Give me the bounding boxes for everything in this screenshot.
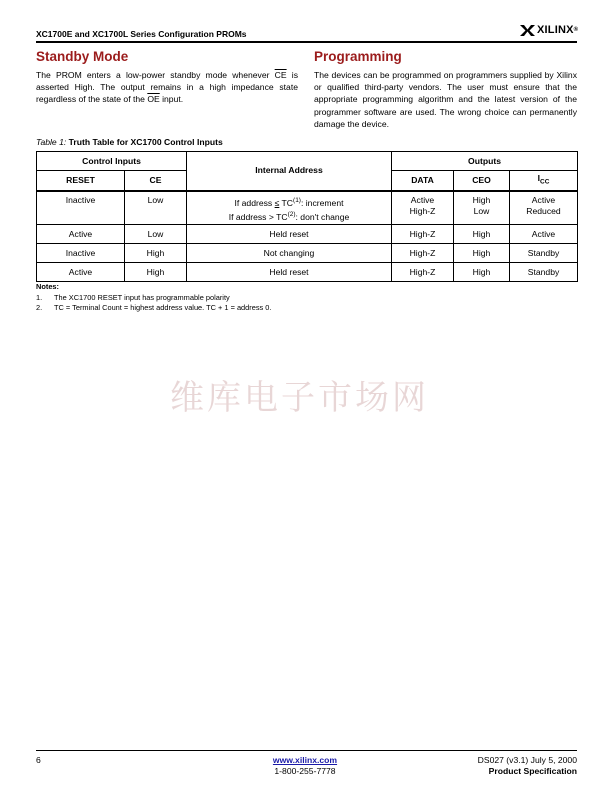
reset-header: RESET (37, 171, 125, 191)
ce-cell: Low (125, 191, 187, 225)
header-rule (36, 41, 577, 43)
product-specification-label: Product Specification (488, 766, 577, 776)
reset-cell: Inactive (37, 191, 125, 225)
reset-cell: Active (37, 263, 125, 282)
icc-cell: Active (510, 225, 578, 244)
watermark: 维库电子市场网 (170, 378, 429, 418)
xilinx-x-icon (520, 25, 535, 36)
ceo-cell: High Low (454, 191, 510, 225)
note-item: 1. The XC1700 RESET input has programmable polarity (36, 292, 230, 302)
table-header-row-1 (37, 152, 578, 171)
ce-header: CE (125, 171, 187, 191)
programming-heading: Programming (314, 49, 402, 64)
ceo-cell: High (454, 263, 510, 282)
xilinx-website-link[interactable]: www.xilinx.com (272, 755, 338, 765)
ce-cell: Low (125, 225, 187, 244)
icc-cell: Standby (510, 263, 578, 282)
data-header: DATA (392, 171, 454, 191)
table-row (37, 263, 578, 282)
programming-paragraph: The devices can be programmed on programmers supplied by Xilinx or qualified third-party vendors. The user must ensure that the appropriate programming algorithm and the latest version of the programmer software are used. The wrong choice can permanently damage the device. (314, 70, 577, 129)
ceo-header: CEO (454, 171, 510, 191)
footer-phone: 1-800-255-7778 (274, 766, 336, 776)
registered-mark: ® (573, 27, 579, 33)
table-row (37, 191, 578, 225)
reset-cell: Active (37, 225, 125, 244)
internal-address-header: Internal Address (187, 152, 392, 191)
ceo-cell: High (454, 244, 510, 263)
xilinx-logo (520, 24, 578, 36)
data-cell: Active High-Z (392, 191, 454, 225)
table-row (37, 225, 578, 244)
data-cell: High-Z (392, 244, 454, 263)
internal-address-cell: Not changing (187, 244, 392, 263)
internal-address-cell: Held reset (187, 225, 392, 244)
table-row (37, 244, 578, 263)
oe-signal: $\overline{OE}$ (147, 94, 160, 105)
icc-header: $I_{CC}$ (510, 171, 578, 191)
data-cell: High-Z (392, 263, 454, 282)
footer-doc-info (400, 755, 577, 777)
note-item: 2. TC = Terminal Count = highest address value. TC + 1 = address 0. (36, 303, 272, 312)
ce-cell: High (125, 263, 187, 282)
icc-cell: Standby (510, 244, 578, 263)
notes-title: Notes: (36, 282, 59, 291)
internal-address-cell: Held reset (187, 263, 392, 282)
standby-mode-heading: Standby Mode (36, 49, 129, 64)
table-notes (36, 282, 271, 314)
document-id: DS027 (v3.1) July 5, 2000 (477, 755, 577, 765)
ceo-cell: High (454, 225, 510, 244)
control-inputs-header: Control Inputs (37, 152, 187, 171)
internal-address-cell: If address ≤ $TC^{(1)}$: increment If address > $TC^{(2)}$: don't change (187, 191, 392, 225)
table-caption (36, 137, 223, 147)
document-header-title: XC1700E and XC1700L Series Configuration PROMs (36, 29, 247, 39)
reset-cell: Inactive (37, 244, 125, 263)
standby-mode-paragraph: The PROM enters a low-power standby mode whenever $\overline{CE}$ is asserted High. The output remains in a high impedance state regardless of the state of the $\overline{OE}$ input. (36, 70, 298, 105)
data-cell: High-Z (392, 225, 454, 244)
ce-signal: $\overline{CE}$ (274, 70, 287, 80)
page-number: 6 (36, 755, 41, 765)
footer-contact (230, 755, 380, 777)
caption-title: Truth Table for XC1700 Control Inputs (68, 137, 223, 147)
truth-table (36, 151, 578, 282)
caption-label: Table 1: (36, 137, 67, 147)
footer-rule (36, 750, 577, 751)
icc-cell: Active Reduced (510, 191, 578, 225)
outputs-header: Outputs (392, 152, 578, 171)
ce-cell: High (125, 244, 187, 263)
logo-text: XILINX (537, 24, 574, 36)
